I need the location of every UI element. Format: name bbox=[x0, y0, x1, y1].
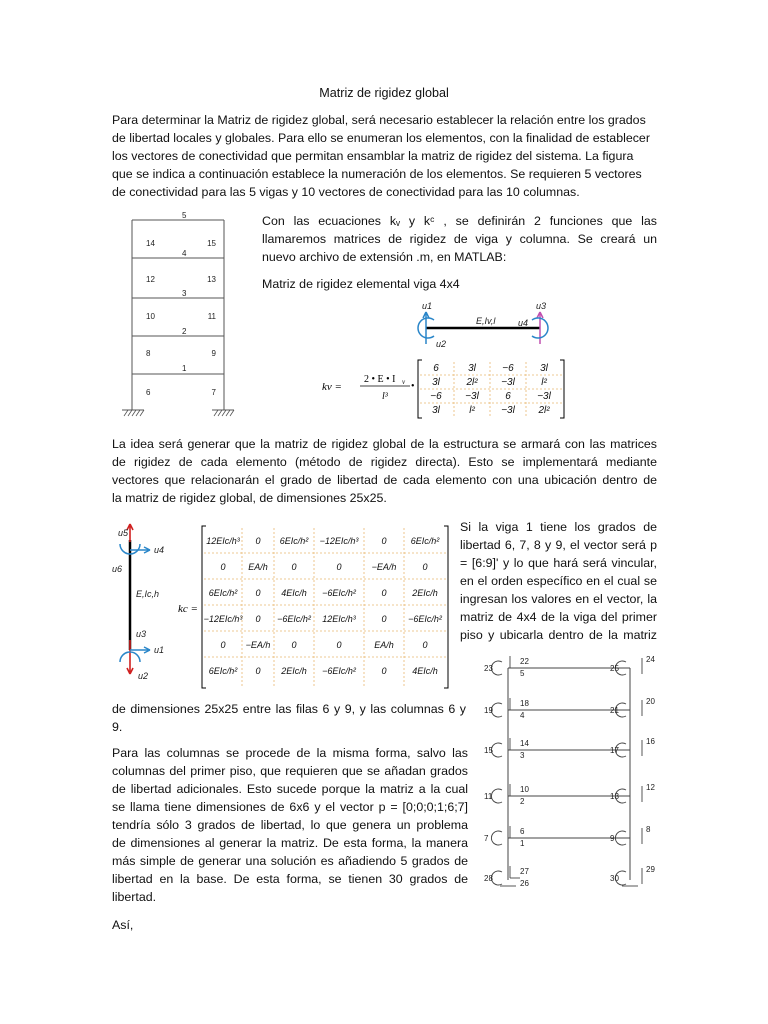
dof-number: 7 bbox=[484, 834, 489, 843]
matrix-cell: 12EIc/h³ bbox=[322, 614, 356, 624]
dof-number: 9 bbox=[610, 834, 615, 843]
dof-number: 5 bbox=[520, 669, 525, 678]
dof-label: u3 bbox=[136, 629, 147, 639]
matrix-cell: 0 bbox=[422, 562, 428, 572]
text-line: matriz de 4x4 de la viga del primer bbox=[460, 610, 657, 624]
dof-number: 29 bbox=[646, 865, 655, 874]
column-label: 11 bbox=[207, 312, 216, 321]
matrix-cell: 4EIc/h bbox=[412, 666, 438, 676]
beam-label: 2 bbox=[182, 327, 187, 336]
multiply-dot: • bbox=[411, 381, 415, 392]
column-stiffness-matrix bbox=[176, 522, 456, 692]
matrix-cell: 0 bbox=[381, 536, 387, 546]
text-line: la matriz de rigidez global, de dimensiones 25x25. bbox=[112, 491, 387, 505]
rotation-arrow-icon bbox=[491, 789, 502, 803]
text-line: de dimensiones 25x25 entre las filas 6 y 9, y las columnas 6 y bbox=[112, 702, 466, 716]
text-line: de dimensiones al generar la matriz. De esta forma, la manera bbox=[112, 836, 468, 850]
text-line: se llama tiene dimensiones de 6x6 y el vector p = [0;0;0;1;6;7] bbox=[112, 800, 468, 814]
matrix-cell: 0 bbox=[255, 666, 261, 676]
matrix-cell: 6EIc/h² bbox=[208, 666, 238, 676]
dof-number: 1 bbox=[520, 839, 525, 848]
dof-number: 25 bbox=[610, 664, 619, 673]
matrix-cell: −12EIc/h³ bbox=[203, 614, 243, 624]
matrix-factor-subscript: v bbox=[402, 378, 406, 386]
rotation-arrow-icon bbox=[491, 703, 502, 717]
text-line: llamaremos matrices de rigidez de viga y columna. Se creará un bbox=[262, 232, 657, 246]
matrix-cell: 0 bbox=[220, 562, 226, 572]
text-line: de libertad adicionales. Esto sucede porque la matriz a la cual bbox=[112, 782, 468, 796]
matrix-cell: 0 bbox=[255, 588, 261, 598]
text-line: los vectores de conectividad que permitan ensamblar la matriz de rigidez del sistema. La figura bbox=[112, 149, 634, 163]
matrix-cell: −EA/h bbox=[245, 640, 271, 650]
dof-number: 21 bbox=[610, 706, 619, 715]
beam-matrix-heading: Matriz de rigidez elemental viga 4x4 bbox=[262, 277, 460, 291]
matrix-cell: 6 bbox=[433, 363, 439, 374]
dof-number: 13 bbox=[610, 792, 619, 801]
column-label: 8 bbox=[146, 349, 151, 358]
dof-label: u1 bbox=[154, 645, 165, 655]
matrix-factor-numerator: 2 • E • I bbox=[364, 374, 396, 385]
matrix-cell: −6EIc/h² bbox=[277, 614, 311, 624]
text-line: piso y ubicarla dentro de la matriz bbox=[460, 628, 657, 642]
dof-number: 6 bbox=[520, 827, 525, 836]
text-line: nuevo archivo de extensión .m, en MATLAB: bbox=[262, 250, 507, 264]
text-line: 9. bbox=[112, 720, 123, 734]
beam-label: 5 bbox=[182, 211, 187, 220]
matrix-cell: −3l bbox=[465, 391, 479, 402]
matrix-cell: −6 bbox=[502, 363, 514, 374]
matrix-cell: 6EIc/h² bbox=[208, 588, 238, 598]
text-line: libertad 6, 7, 8 y 9, el vector será p bbox=[460, 538, 657, 552]
dof-number: 27 bbox=[520, 867, 529, 876]
dof-number: 11 bbox=[484, 792, 493, 801]
matrix-cell: −6EIc/h² bbox=[322, 666, 356, 676]
text-line: libertad. bbox=[112, 890, 157, 904]
dof-number: 16 bbox=[646, 737, 655, 746]
text-line: columnas del primer piso, que requieren que se añadan grados bbox=[112, 764, 468, 778]
text-line: de libertad locales y globales. Para ello se enumeran los elementos, con la finalidad de establecer bbox=[112, 131, 650, 145]
matrix-cell: 2EIc/h bbox=[281, 666, 307, 676]
dof-number: 26 bbox=[520, 879, 529, 888]
column-label: 7 bbox=[211, 388, 216, 397]
dof-number: 22 bbox=[520, 657, 529, 666]
matrix-cell: −EA/h bbox=[371, 562, 397, 572]
matrix-cell: 6 bbox=[505, 391, 511, 402]
beam-label: 4 bbox=[182, 249, 187, 258]
dof-number: 23 bbox=[484, 664, 493, 673]
dof-label: u3 bbox=[536, 301, 547, 311]
matrix-cell: 2l² bbox=[538, 405, 550, 416]
matrix-cell: 0 bbox=[336, 562, 342, 572]
rotation-arrow-icon bbox=[491, 743, 502, 757]
dof-number: 4 bbox=[520, 711, 525, 720]
matrix-cell: −3l bbox=[501, 405, 515, 416]
dof-label: u4 bbox=[518, 318, 529, 328]
rotation-arrow-icon bbox=[491, 871, 502, 885]
matrix-cell: 0 bbox=[336, 640, 342, 650]
beam-element-figure bbox=[414, 300, 564, 352]
matrix-cell: l² bbox=[541, 377, 547, 388]
dof-number: 10 bbox=[520, 785, 529, 794]
matrix-cell: 12EIc/h³ bbox=[206, 536, 240, 546]
text-line: Para determinar la Matriz de rigidez global, será necesario establecer la relación entre los grados bbox=[112, 113, 646, 127]
matrix-label: kv = bbox=[322, 381, 342, 393]
beam-properties: E,Iv,l bbox=[476, 316, 496, 326]
matrix-cell: 0 bbox=[291, 640, 297, 650]
matrix-cell: 6EIc/h² bbox=[410, 536, 440, 546]
dof-label: u4 bbox=[154, 545, 165, 555]
matrix-cell: −3l bbox=[501, 377, 515, 388]
matrix-cell: −6EIc/h² bbox=[322, 588, 356, 598]
dof-number: 20 bbox=[646, 697, 655, 706]
beam-label: 1 bbox=[182, 364, 187, 373]
text-line: de conectividad para las 5 vigas y 10 vectores de conectividad para las 10 columnas. bbox=[112, 185, 580, 199]
column-label: 15 bbox=[207, 239, 216, 248]
closing-word: Así, bbox=[112, 918, 134, 932]
dof-number: 14 bbox=[520, 739, 529, 748]
dof-number: 2 bbox=[520, 797, 525, 806]
text-line: tendría sólo 3 grados de libertad, lo que genera un problema bbox=[112, 818, 468, 832]
matrix-label: kc = bbox=[178, 603, 198, 615]
dof-number: 17 bbox=[610, 746, 619, 755]
matrix-cell: l² bbox=[469, 405, 475, 416]
column-label: 13 bbox=[207, 275, 216, 284]
matrix-cell: 0 bbox=[381, 588, 387, 598]
matrix-cell: 0 bbox=[381, 666, 387, 676]
text-line: en el orden específico en el cual se bbox=[460, 574, 657, 588]
dof-label: u2 bbox=[138, 671, 149, 681]
matrix-cell: 2l² bbox=[466, 377, 478, 388]
dof-label: u6 bbox=[112, 564, 123, 574]
dof-number: 3 bbox=[520, 751, 525, 760]
matrix-cell: 0 bbox=[291, 562, 297, 572]
dof-label: u5 bbox=[118, 528, 129, 538]
text-line: Si la viga 1 tiene los grados de bbox=[460, 520, 657, 534]
dof-frame-figure bbox=[478, 650, 678, 900]
frame-elements-figure bbox=[112, 212, 262, 422]
dof-number: 28 bbox=[484, 874, 493, 883]
column-properties: E,Ic,h bbox=[136, 589, 160, 599]
matrix-cell: 0 bbox=[220, 640, 226, 650]
matrix-cell: 3l bbox=[432, 377, 440, 388]
matrix-cell: 0 bbox=[255, 614, 261, 624]
matrix-cell: 0 bbox=[422, 640, 428, 650]
matrix-cell: 4EIc/h bbox=[281, 588, 307, 598]
text-line: Para las columnas se procede de la misma forma, salvo las bbox=[112, 746, 468, 760]
dof-number: 19 bbox=[484, 706, 493, 715]
dof-number: 8 bbox=[646, 825, 651, 834]
text-line: libertad en la base. De esta forma, se tienen 30 grados de bbox=[112, 872, 468, 886]
dof-label: u2 bbox=[436, 339, 447, 349]
text-line: de rigidez de cada elemento (método de rigidez directa). Esto se implementará mediante bbox=[112, 455, 657, 469]
matrix-cell: 3l bbox=[540, 363, 548, 374]
text-line: La idea será generar que la matriz de rigidez global de la estructura se armará con las matrices bbox=[112, 437, 657, 451]
text-line: que se indica a continuación establece la numeración de los elementos. Se requieren 5 vectores bbox=[112, 167, 642, 181]
matrix-cell: −12EIc/h³ bbox=[319, 536, 359, 546]
matrix-cell: 3l bbox=[468, 363, 476, 374]
column-label: 14 bbox=[146, 239, 155, 248]
matrix-cell: EA/h bbox=[374, 640, 394, 650]
text-line: ingresan los valores en el vector, la bbox=[460, 592, 657, 606]
matrix-cell: EA/h bbox=[248, 562, 268, 572]
dof-number: 18 bbox=[520, 699, 529, 708]
column-label: 9 bbox=[211, 349, 216, 358]
page-title: Matriz de rigidez global bbox=[319, 86, 449, 100]
matrix-cell: −6 bbox=[430, 391, 442, 402]
column-label: 12 bbox=[146, 275, 155, 284]
text-line: Con las ecuaciones kᵥ y kᶜ , se definirán 2 funciones que las bbox=[262, 214, 657, 228]
dof-number: 24 bbox=[646, 655, 655, 664]
matrix-cell: 2EIc/h bbox=[412, 588, 438, 598]
dof-number: 12 bbox=[646, 783, 655, 792]
matrix-cell: 6EIc/h² bbox=[279, 536, 309, 546]
beam-label: 3 bbox=[182, 289, 187, 298]
beam-stiffness-matrix bbox=[318, 356, 568, 422]
matrix-cell: −6EIc/h² bbox=[408, 614, 442, 624]
text-line: más simple de generar una solución es añadiendo 5 grados de bbox=[112, 854, 468, 868]
matrix-factor-denominator: l³ bbox=[382, 391, 388, 402]
matrix-cell: −3l bbox=[537, 391, 551, 402]
matrix-cell: 0 bbox=[255, 536, 261, 546]
text-line: = [6:9]' y lo que hará será vincular, bbox=[460, 556, 657, 570]
dof-number: 30 bbox=[610, 874, 619, 883]
column-label: 10 bbox=[146, 312, 155, 321]
dof-number: 15 bbox=[484, 746, 493, 755]
text-line: vectores que relacionarán el grado de libertad de cada elemento con una ubicación dentro de bbox=[112, 473, 657, 487]
rotation-arrow-icon bbox=[491, 661, 502, 675]
rotation-arrow-icon bbox=[491, 831, 502, 845]
matrix-cell: 3l bbox=[432, 405, 440, 416]
matrix-cell: 0 bbox=[381, 614, 387, 624]
dof-label: u1 bbox=[422, 301, 433, 311]
column-label: 6 bbox=[146, 388, 151, 397]
